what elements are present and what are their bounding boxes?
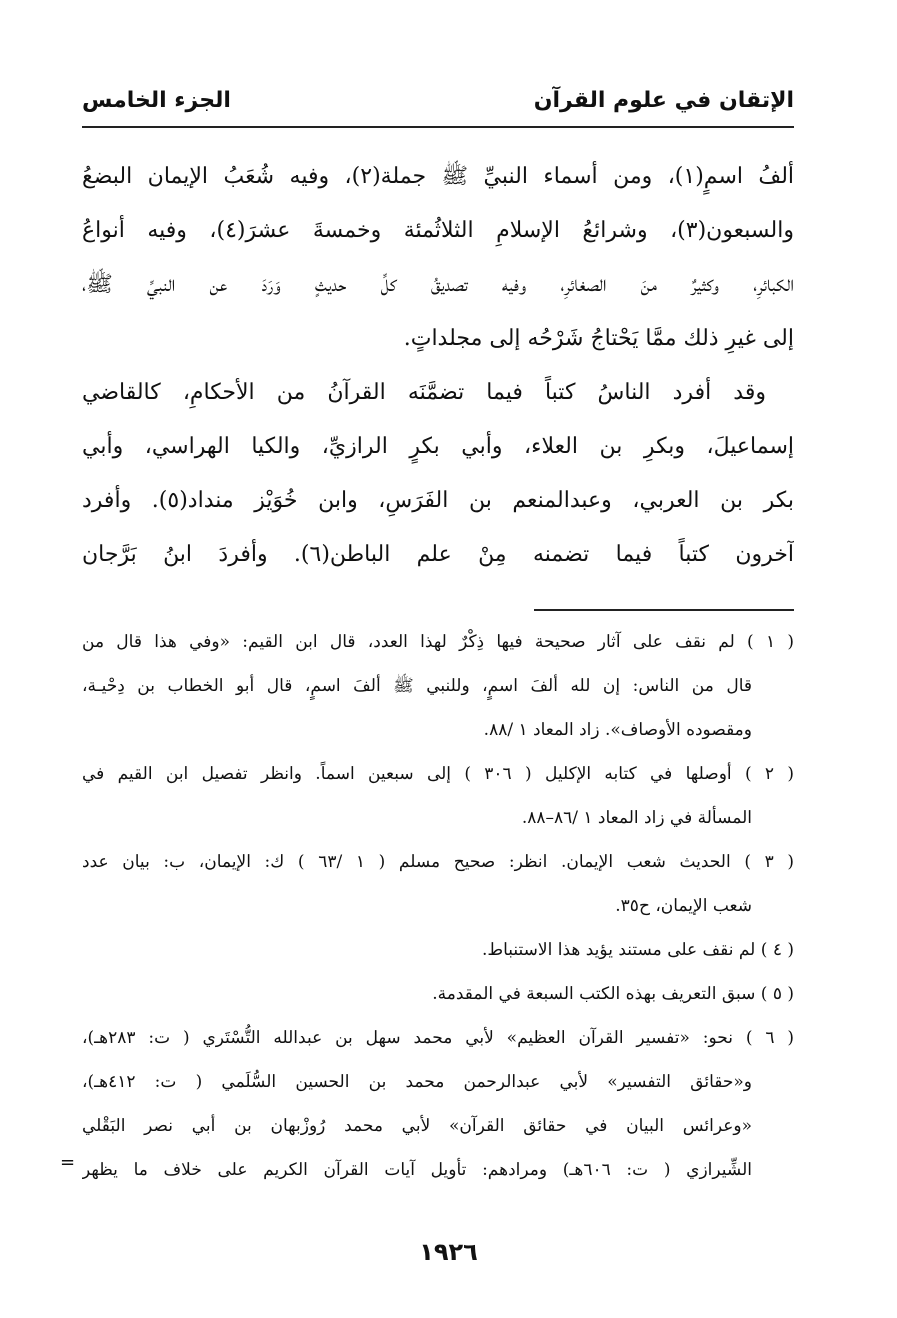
- text-line: إسماعيلَ، وبكرِ بن العلاء، وأبي بكرٍ الرازيِّ، والكيا الهراسي، وأبي: [82, 434, 794, 459]
- page-number: ١٩٢٦: [419, 1238, 478, 1266]
- footnote-separator: [534, 609, 794, 611]
- footnote-line: ( ٥ ) سبق التعريف بهذه الكتب السبعة في المقدمة.: [432, 984, 794, 1004]
- text-line: والسبعون(٣)، وشرائعُ الإسلامِ الثلاثُمئة وخمسةَ عشرَ(٤)، وفيه أنواعُ: [82, 218, 794, 243]
- text-line: آخرون كتباً فيما تضمنه مِنْ علم الباطن(٦). وأفردَ ابنُ بَرَّجان: [82, 542, 794, 567]
- text-line: ألفُ اسمٍ(١)، ومن أسماء النبيِّ ﷺ جملة(٢)، وفيه شُعَبُ الإيمان البضعُ: [82, 164, 794, 189]
- footnote-line: ( ٣ ) الحديث شعب الإيمان. انظر: صحيح مسلم ( ١ /٦٣ ) ك: الإيمان، ب: بيان عدد: [82, 852, 794, 872]
- footnotes: [82, 620, 794, 1192]
- footnote-line: المسألة في زاد المعاد ١ /٨٦–٨٨.: [521, 808, 752, 828]
- footnote-line: ومقصوده الأوصاف». زاد المعاد ١ /٨٨.: [483, 720, 752, 740]
- footnote-line: ( ٤ ) لم نقف على مستند يؤيد هذا الاستنباط.: [481, 940, 794, 960]
- part-label: الجزء الخامس: [82, 88, 231, 113]
- text-line: الكبائرِ، وكثيرٌ منَ الصغائرِ، وفيه تصديقُ كلِّ حديثٍ وَرَدَ عن النبيِّ ﷺ،: [82, 272, 794, 297]
- footnote-line: «وعرائس البيان في حقائق القرآن» لأبي محمد رُوزْبهان بن أبي نصر البَقْلي: [82, 1116, 752, 1136]
- continuation-mark: =: [60, 1152, 76, 1173]
- footnote-line: و«حقائق التفسير» لأبي عبدالرحمن محمد بن الحسين السُّلَمي ( ت: ٤١٢هـ)،: [82, 1072, 752, 1092]
- footnote-line: ( ٢ ) أوصلها في كتابه الإكليل ( ٣٠٦ ) إلى سبعين اسماً. وانظر تفصيل ابن القيم في: [82, 764, 794, 784]
- book-title: الإتقان في علوم القرآن: [533, 88, 794, 113]
- footnote-line: الشِّيرازي ( ت: ٦٠٦هـ) ومرادهم: تأويل آيات القرآن الكريم على خلاف ما يظهر: [82, 1160, 752, 1180]
- text-line: إلى غيرِ ذلك ممَّا يَحْتاجُ شَرْحُه إلى مجلداتٍ.: [403, 326, 794, 351]
- text-line: بكر بن العربي، وعبدالمنعم بن الفَرَسِ، وابن خُوَيْز منداد(٥). وأفرد: [82, 488, 794, 513]
- running-header: [82, 86, 794, 128]
- footnote-line: ( ١ ) لم نقف على آثار صحيحة فيها ذِكْرٌ لهذا العدد، قال ابن القيم: «وفي هذا قال من: [82, 632, 794, 652]
- main-text: [82, 150, 794, 582]
- text-line: وقد أفرد الناسُ كتباً فيما تضمَّنَه القرآنُ من الأحكامِ، كالقاضي: [82, 380, 766, 405]
- footnote-line: قال من الناس: إن لله ألفَ اسمٍ، وللنبي ﷺ ألفَ اسمٍ، قال أبو الخطاب بن دِحْيـة،: [82, 676, 752, 696]
- footnote-line: ( ٦ ) نحو: «تفسير القرآن العظيم» لأبي محمد سهل بن عبدالله التُّسْتَري ( ت: ٢٨٣هـ)،: [82, 1028, 794, 1048]
- footnote-line: شعب الإيمان، ح٣٥.: [615, 896, 752, 916]
